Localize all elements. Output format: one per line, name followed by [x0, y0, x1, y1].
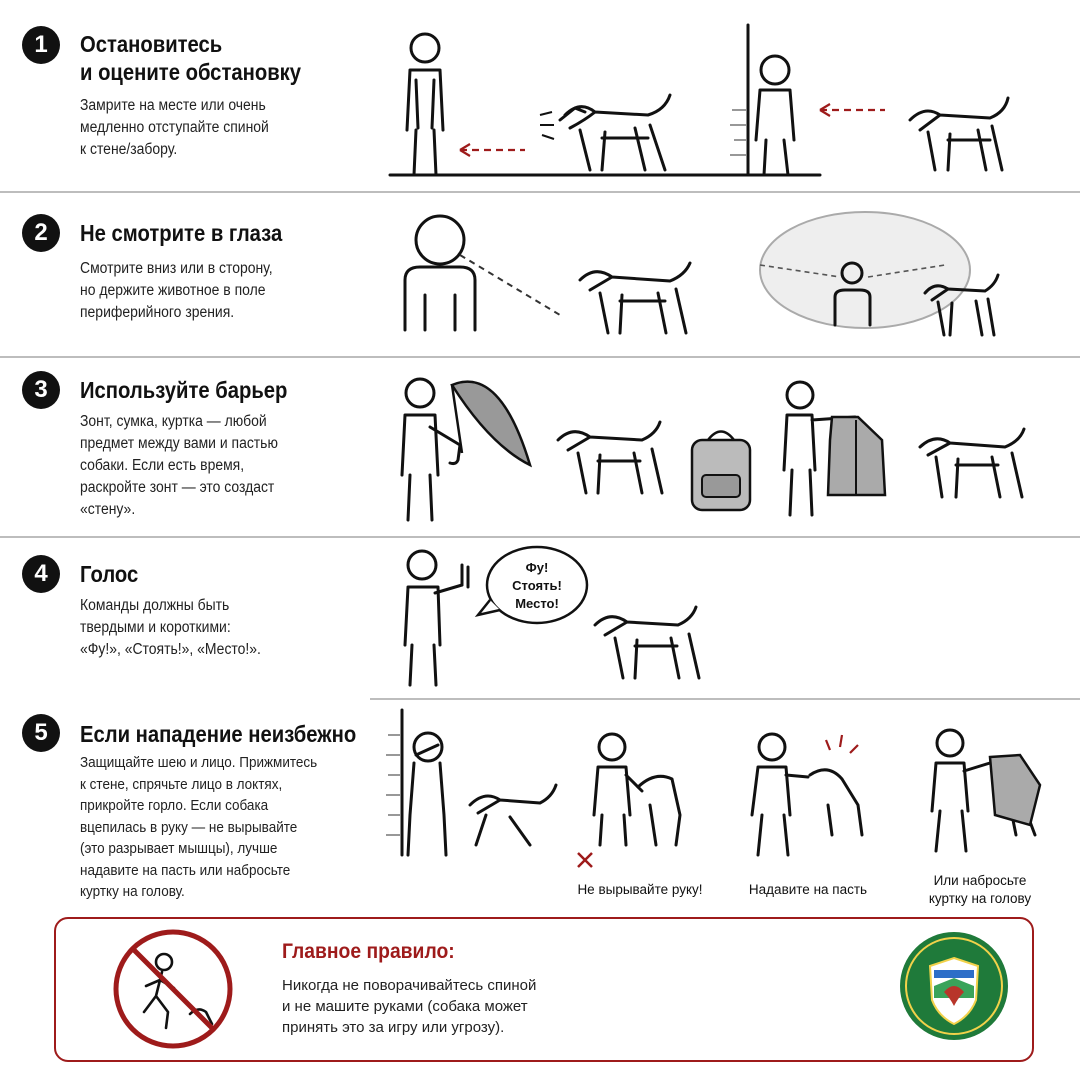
step-5-number: 5 — [22, 714, 60, 752]
step-2-illustration — [380, 205, 1080, 355]
step-2-number: 2 — [22, 214, 60, 252]
step-1-description: Замрите на месте или очень медленно отступайте спиной к стене/забору. — [80, 97, 269, 158]
no-running-icon — [108, 924, 238, 1054]
step-3-illustration — [380, 365, 1080, 530]
divider-1 — [0, 191, 1080, 193]
step-4-description: Команды должны быть твердыми и короткими: «Фу!», «Стоять!», «Место!». — [80, 597, 261, 658]
divider-4 — [370, 698, 1080, 700]
divider-3 — [0, 536, 1080, 538]
step-4-illustration — [380, 545, 740, 695]
caption-press-mouth: Надавите на пасть — [748, 882, 868, 897]
step-3-description: Зонт, сумка, куртка — любой предмет между вами и пастью собаки. Если есть время, раскройте зонт — это создаст «стену». — [80, 413, 278, 518]
step-1-illustration — [380, 20, 1080, 190]
step-4-title: Голос — [80, 561, 139, 587]
step-3-number: 3 — [22, 371, 60, 409]
step-2-description: Смотрите вниз или в сторону, но держите животное в поле периферийного зрения. — [80, 260, 273, 321]
step-1-title-line1: Остановитесь — [80, 31, 223, 57]
civil-defense-emblem-icon — [898, 930, 1010, 1042]
main-rule-title: Главное правило: — [282, 940, 455, 963]
speech-line-2: Стоять! — [512, 578, 562, 593]
step-4-number: 4 — [22, 555, 60, 593]
step-2-title: Не смотрите в глаза — [80, 220, 283, 246]
step-1-number: 1 — [22, 26, 60, 64]
step-5-illustration — [380, 705, 1080, 875]
step-3-title: Используйте барьер — [80, 377, 288, 403]
divider-2 — [0, 356, 1080, 358]
speech-line-1: Фу! — [525, 560, 549, 575]
caption-throw-jacket: Или набросьте куртку на голову — [928, 873, 1032, 906]
caption-dont-pull-hand: Не вырывайте руку! — [577, 882, 703, 897]
step-1-title-line2: и оцените обстановку — [80, 59, 302, 85]
speech-line-3: Место! — [515, 596, 559, 611]
step-5-description: Защищайте шею и лицо. Прижмитесь к стене, спрячьте лицо в локтях, прикройте горло. Если собака вцепилась в руку — не вырывайте (это разрывает мышцы), лучше надавите на пасть или набросьте куртку на голову. — [80, 754, 318, 900]
main-rule-text: Никогда не поворачивайтесь спиной и не машите руками (собака может принять это за игру или угрозу). — [282, 977, 537, 1036]
step-5-title: Если нападение неизбежно — [80, 721, 357, 747]
